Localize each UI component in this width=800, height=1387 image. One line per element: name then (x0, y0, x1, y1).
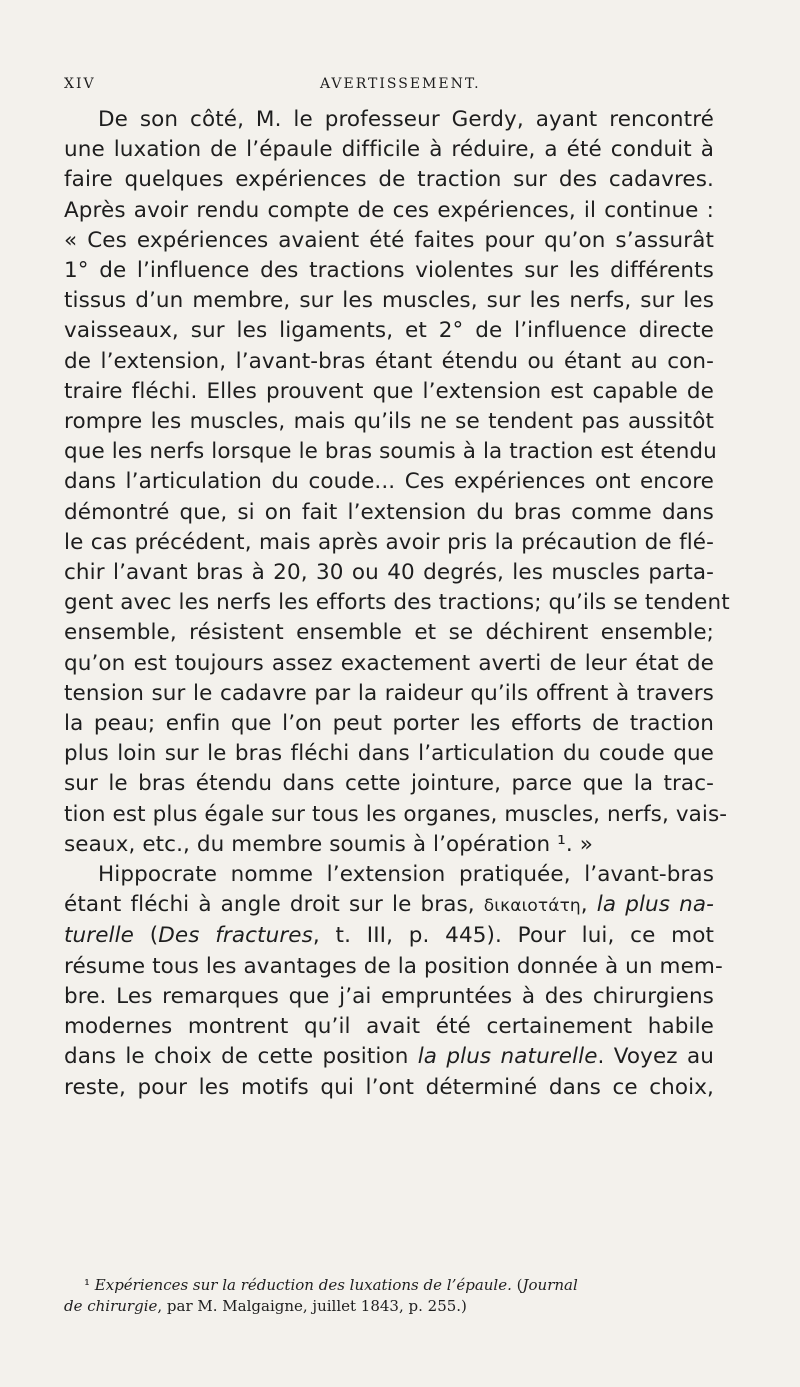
text-run: étant fléchi à angle droit sur le bras, (64, 892, 484, 918)
text-line: Hippocrate nomme l’extension pratiquée, l’avant-bras (98, 862, 714, 888)
text-line: bre. Les remarques que j’ai empruntées à des chirurgiens (64, 983, 714, 1009)
body-text (64, 105, 730, 1103)
italic-text: la plus naturelle (417, 1044, 598, 1070)
text-line: faire quelques expériences de traction sur des cadavres. (64, 167, 714, 193)
text-line (64, 890, 714, 921)
text-line: tissus d’un membre, sur les muscles, sur les nerfs, sur les (64, 288, 714, 314)
italic-text: Expériences sur la réduction des luxations de l’épaule. (94, 1276, 512, 1294)
italic-text: de chirurgie (64, 1297, 158, 1315)
text-line (64, 1042, 714, 1072)
text-run: ( (511, 1276, 523, 1294)
text-line: une luxation de l’épaule difficile à réduire, a été conduit à (64, 137, 714, 163)
page-number: XIV (64, 76, 96, 92)
text-line: ensemble, résistent ensemble et se déchirent ensemble; (64, 620, 714, 646)
text-line: tion est plus égale sur tous les organes, muscles, nerfs, vais- (64, 801, 728, 827)
text-line: sur le bras étendu dans cette jointure, parce que la trac- (64, 771, 714, 797)
running-title: AVERTISSEMENT. (320, 76, 481, 92)
work-title: Des fractures (158, 923, 313, 949)
text-line: gent avec les nerfs les efforts des tractions; qu’ils se tendent (64, 590, 730, 616)
text-line: le cas précédent, mais après avoir pris la précaution de flé- (64, 529, 714, 555)
text-run: . Voyez au (597, 1044, 714, 1070)
text-line: Après avoir rendu compte de ces expériences, il continue : (64, 197, 714, 223)
italic-text: turelle (64, 923, 134, 949)
text-line: traire fléchi. Elles prouvent que l’extension est capable de (64, 378, 714, 404)
text-run: ( (134, 923, 159, 949)
text-line: vaisseaux, sur les ligaments, et 2° de l’influence directe (64, 318, 714, 344)
text-run: , par M. Malgaigne, juillet 1843, p. 255.) (157, 1297, 467, 1315)
text-line: qu’on est toujours assez exactement averti de leur état de (64, 650, 714, 676)
footnote (64, 1275, 724, 1317)
text-line: seaux, etc., du membre soumis à l’opération ¹. » (64, 831, 593, 857)
italic-text: la plus na- (596, 892, 714, 918)
text-line: que les nerfs lorsque le bras soumis à la traction est étendu (64, 439, 717, 465)
text-line: reste, pour les motifs qui l’ont déterminé dans ce choix, (64, 1074, 714, 1100)
text-line: la peau; enfin que l’on peut porter les efforts de traction (64, 711, 714, 737)
footnote-line (64, 1296, 724, 1317)
text-line: démontré que, si on fait l’extension du bras comme dans (64, 499, 714, 525)
text-line: tension sur le cadavre par la raideur qu’ils offrent à travers (64, 680, 714, 706)
text-line: dans l’articulation du coude... Ces expériences ont encore (64, 469, 714, 495)
text-line: De son côté, M. le professeur Gerdy, ayant rencontré (98, 107, 714, 132)
text-run: , t. III, p. 445). Pour lui, ce mot (312, 923, 714, 949)
text-line: résume tous les avantages de la position donnée à un mem- (64, 953, 723, 979)
text-line: chir l’avant bras à 20, 30 ou 40 degrés, les muscles parta- (64, 560, 714, 586)
text-line: 1° de l’influence des tractions violentes sur les différents (64, 258, 714, 284)
text-line: « Ces expériences avaient été faites pour qu’on s’assurât (64, 227, 714, 253)
text-line: de l’extension, l’avant-bras étant étendu ou étant au con- (64, 348, 714, 374)
text-line: rompre les muscles, mais qu’ils ne se tendent pas aussitôt (64, 409, 714, 435)
text-run: dans le choix de cette position (64, 1044, 418, 1070)
text-line: modernes montrent qu’il avait été certainement habile (64, 1014, 714, 1040)
text-line (64, 921, 714, 951)
journal-title: Journal (522, 1276, 578, 1294)
footnote-line (64, 1275, 724, 1296)
text-run: , (580, 892, 597, 918)
footnote-marker: ¹ (84, 1276, 91, 1294)
greek-term: δικαιοτάτη (483, 896, 581, 917)
text-line: plus loin sur le bras fléchi dans l’articulation du coude que (64, 741, 714, 767)
